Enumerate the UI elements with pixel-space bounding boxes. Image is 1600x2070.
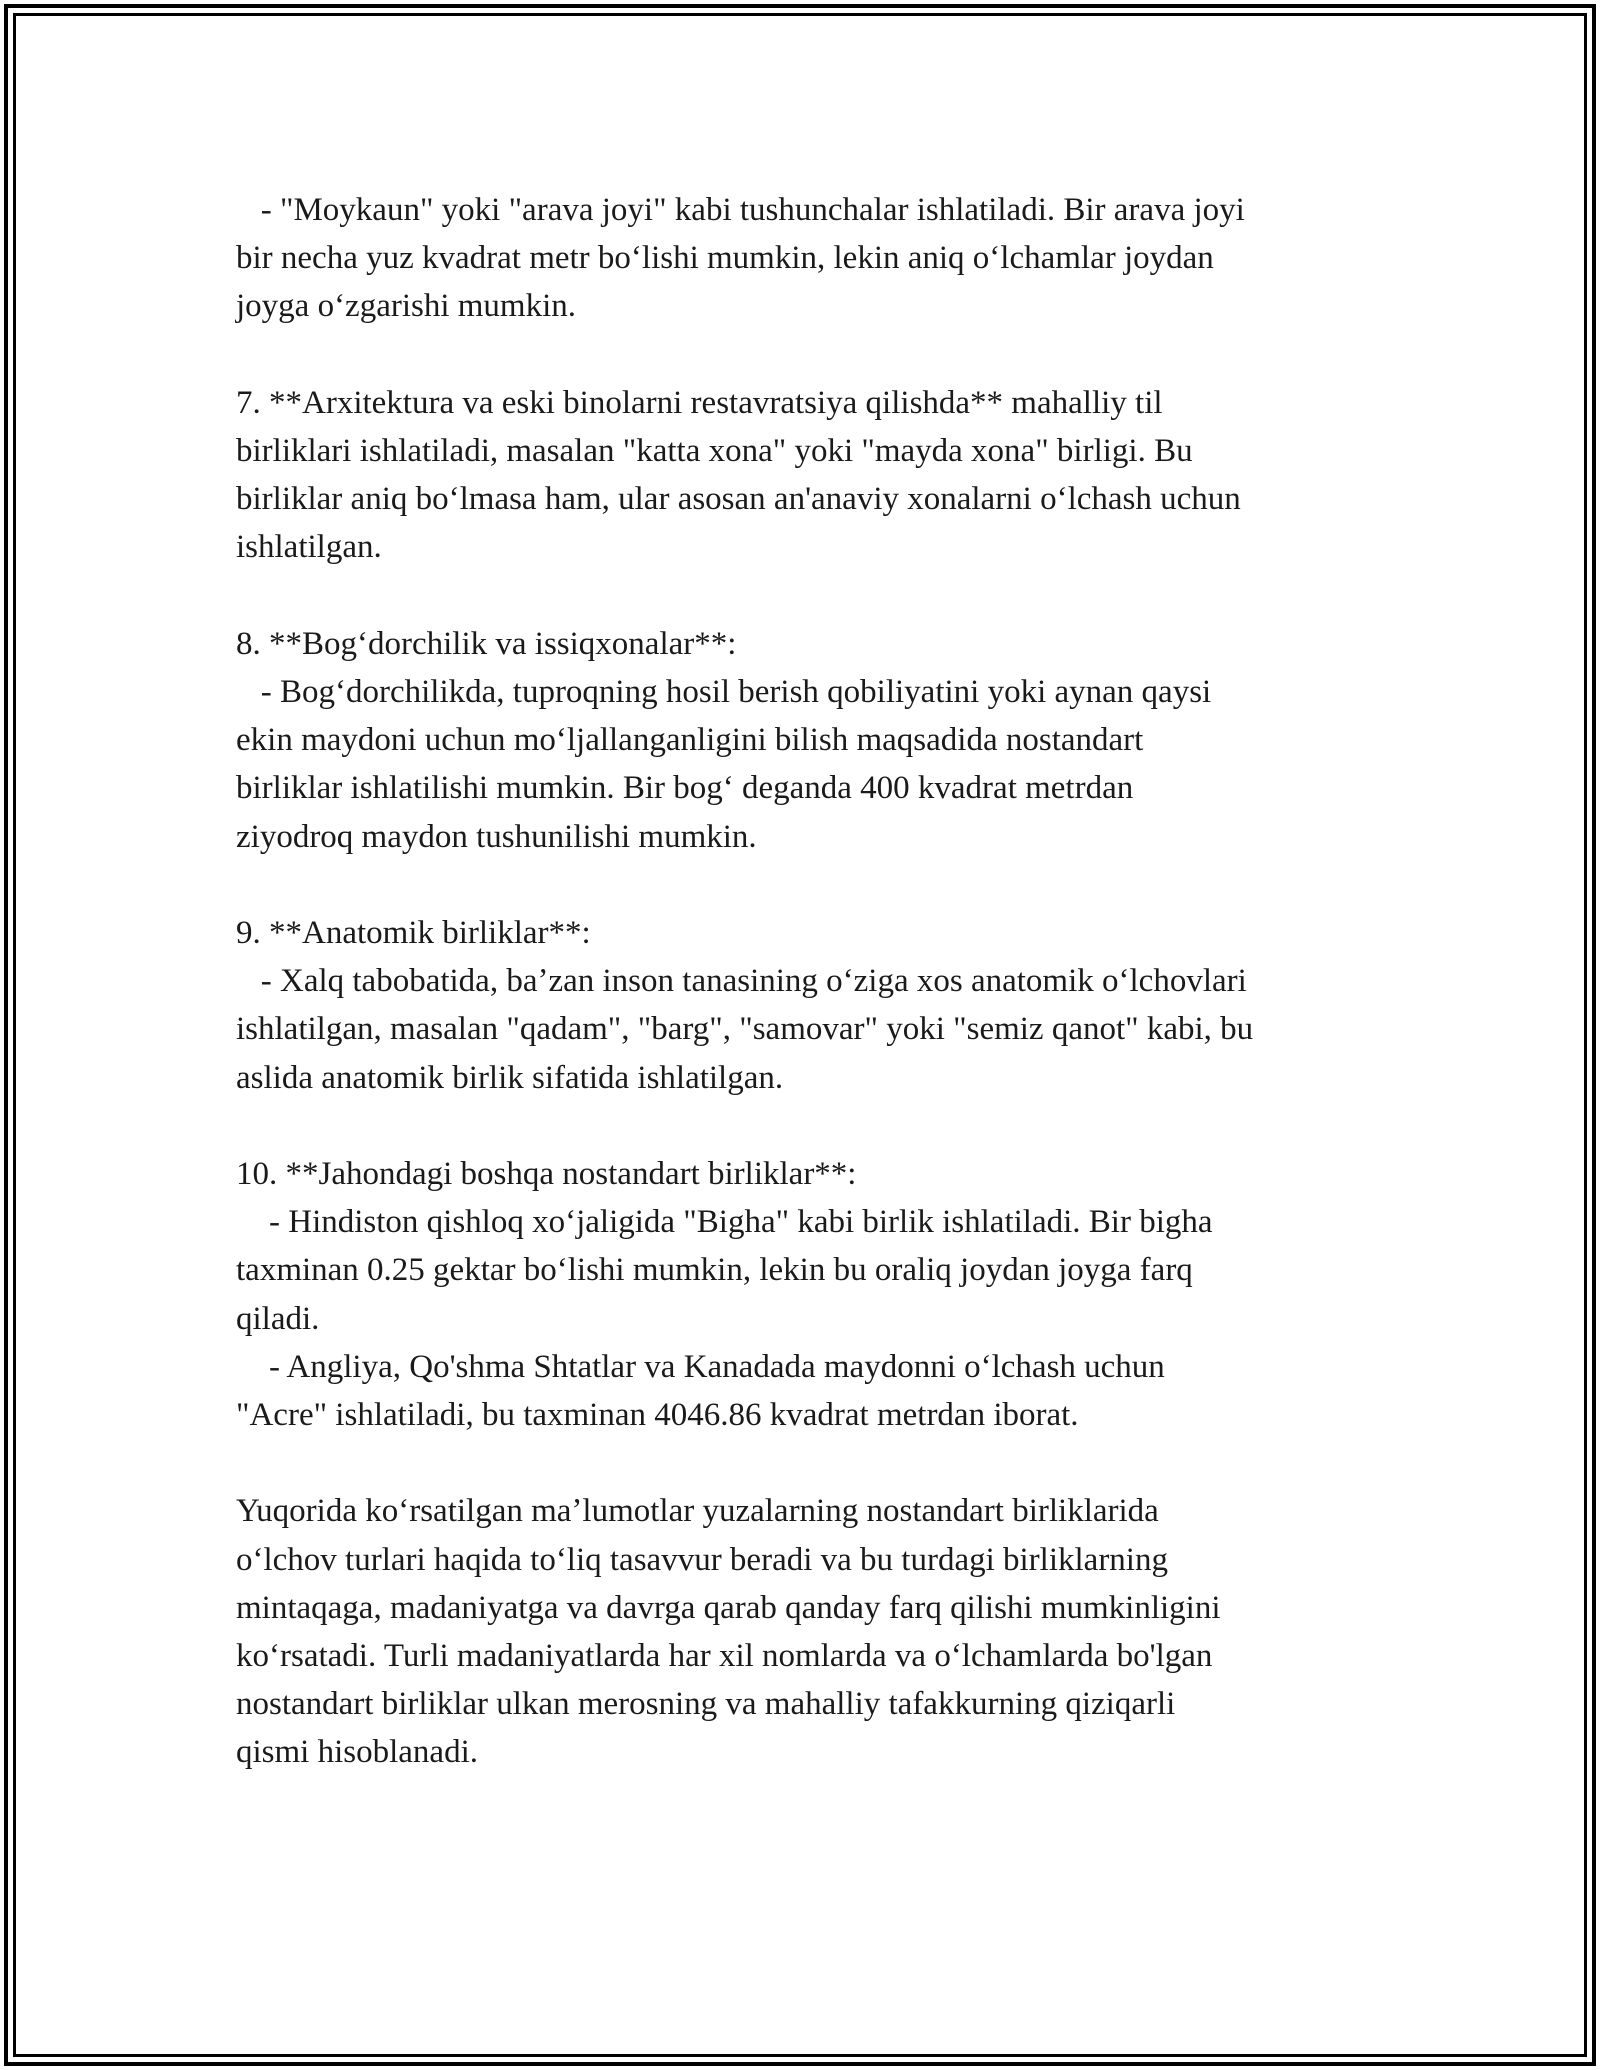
text-line: 7. **Arxitektura va eski binolarni restavratsiya qilishda** mahalliy til: [236, 384, 1163, 421]
text-line: - Hindiston qishloq xoʻjaligida "Bigha" kabi birlik ishlatiladi. Bir bigha: [236, 1204, 1213, 1241]
text-line: taxminan 0.25 gektar boʻlishi mumkin, lekin bu oraliq joydan joyga farq: [236, 1252, 1193, 1289]
text-line: - Bogʻdorchilikda, tuproqning hosil berish qobiliyatini yoki aynan qaysi: [236, 674, 1212, 710]
text-line: aslida anatomik birlik sifatida ishlatilgan.: [236, 1059, 784, 1096]
paragraph-item-10: [236, 1150, 1372, 1439]
text-line: ziyodroq maydon tushunilishi mumkin.: [236, 818, 757, 855]
text-line: - Angliya, Qo'shma Shtatlar va Kanadada maydonni oʻlchash uchun: [236, 1348, 1165, 1385]
text-line: bir necha yuz kvadrat metr boʻlishi mumkin, lekin aniq oʻlchamlar joydan: [236, 240, 1214, 277]
text-line: oʻlchov turlari haqida toʻliq tasavvur beradi va bu turdagi birliklarning: [236, 1541, 1168, 1578]
text-line: birliklar ishlatilishi mumkin. Bir bogʻ deganda 400 kvadrat metrdan: [236, 770, 1134, 807]
text-line: qiladi.: [236, 1300, 320, 1337]
text-line: mintaqaga, madaniyatga va davrga qarab qanday farq qilishi mumkinligini: [236, 1589, 1221, 1626]
text-line: 10. **Jahondagi boshqa nostandart birliklar**:: [236, 1156, 857, 1192]
text-line: - Xalq tabobatida, baʼzan inson tanasining oʻziga xos anatomik oʻlchovlari: [236, 963, 1247, 1000]
text-line: ekin maydoni uchun moʻljallanganligini bilish maqsadida nostandart: [236, 722, 1144, 759]
text-line: "Acre" ishlatiladi, bu taxminan 4046.86 kvadrat metrdan iborat.: [236, 1397, 1079, 1434]
text-line: ishlatilgan, masalan "qadam", "barg", "samovar" yoki "semiz qanot" kabi, bu: [236, 1011, 1254, 1048]
document-body: [236, 186, 1372, 1825]
text-line: birliklari ishlatiladi, masalan "katta xona" yoki "mayda xona" birligi. Bu: [236, 433, 1193, 469]
paragraph-item-8: [236, 620, 1372, 861]
text-line: ishlatilgan.: [236, 529, 382, 566]
text-line: qismi hisoblanadi.: [236, 1734, 478, 1771]
paragraph-moykaun: [236, 186, 1372, 331]
text-line: birliklar aniq boʻlmasa ham, ular asosan an'anaviy xonalarni oʻlchash uchun: [236, 481, 1241, 518]
paragraph-conclusion: [236, 1487, 1372, 1776]
text-line: 9. **Anatomik birliklar**:: [236, 915, 591, 951]
text-line: joyga oʻzgarishi mumkin.: [236, 288, 577, 325]
text-line: - "Moykaun" yoki "arava joyi" kabi tushunchalar ishlatiladi. Bir arava joyi: [236, 192, 1245, 228]
paragraph-item-7: [236, 379, 1372, 572]
text-line: 8. **Bogʻdorchilik va issiqxonalar**:: [236, 625, 737, 662]
paragraph-item-9: [236, 909, 1372, 1102]
text-line: nostandart birliklar ulkan merosning va mahalliy tafakkurning qiziqarli: [236, 1686, 1176, 1723]
text-line: koʻrsatadi. Turli madaniyatlarda har xil nomlarda va oʻlchamlarda bo'lgan: [236, 1638, 1213, 1675]
text-line: Yuqorida koʻrsatilgan maʼlumotlar yuzalarning nostandart birliklarida: [236, 1493, 1159, 1530]
